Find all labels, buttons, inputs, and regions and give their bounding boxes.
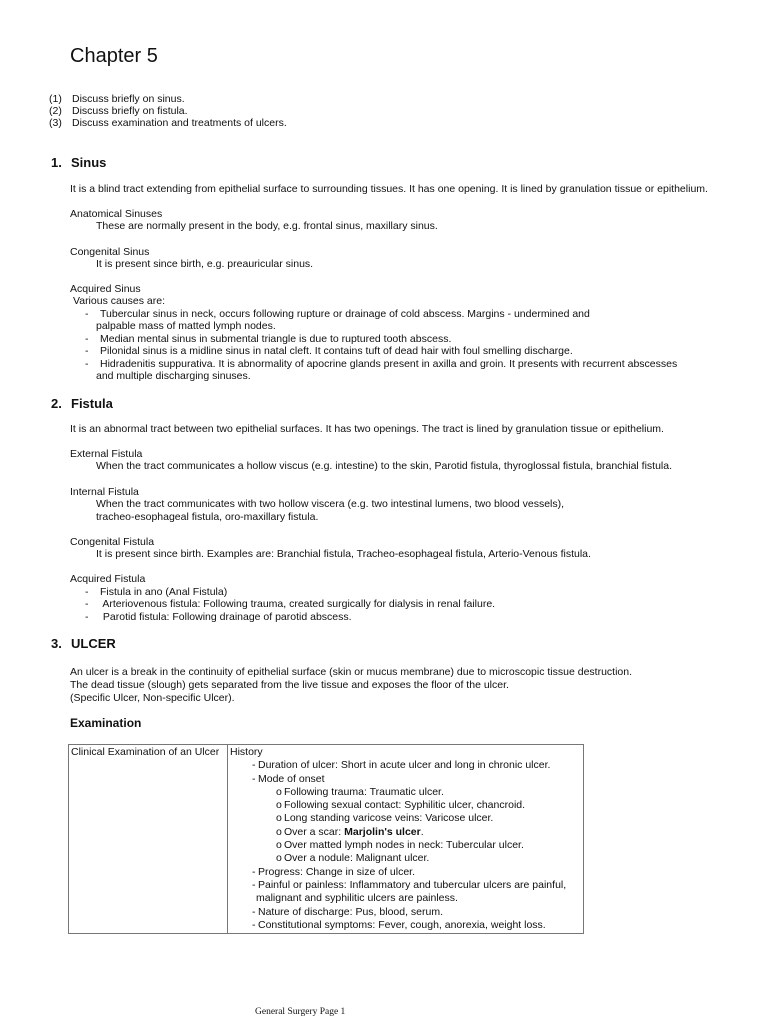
history-item-text: Duration of ulcer: Short in acute ulcer and long in chronic ulcer. [258, 759, 551, 772]
bullet-icon: o [276, 812, 282, 825]
onset-item-text: Following trauma: Traumatic ulcer. [284, 785, 444, 798]
marjolin-ulcer-bold: Marjolin's ulcer [344, 825, 421, 838]
onset-item-text: Over a nodule: Malignant ulcer. [284, 852, 430, 865]
bullet-icon: o [276, 852, 282, 865]
history-item [230, 919, 581, 932]
question-text: Discuss briefly on sinus. [72, 93, 185, 105]
anatomical-sinus-text: These are normally present in the body, e.g. frontal sinus, maxillary sinus. [96, 220, 438, 232]
list-text: Arteriovenous fistula: Following trauma, created surgically for dialysis in renal failure. [100, 598, 496, 610]
examination-heading: Examination [70, 716, 142, 730]
acquired-sinus-item [85, 345, 573, 358]
ulcer-examination-table [68, 744, 584, 934]
history-item [230, 866, 581, 879]
question-text: Discuss examination and treatments of ulcers. [72, 117, 287, 129]
section-number: 2. [51, 396, 62, 411]
list-text: Tubercular sinus in neck, occurs following rupture or drainage of cold abscess. Margins - undermined and [100, 308, 590, 320]
congenital-sinus-title: Congenital Sinus [70, 246, 150, 258]
list-dash: - [85, 345, 89, 357]
onset-item-text: Long standing varicose veins: Varicose ulcer. [284, 812, 494, 825]
list-text: Parotid fistula: Following drainage of parotid abscess. [100, 611, 352, 623]
congenital-fistula-text: It is present since birth. Examples are: Branchial fistula, Tracheo-esophageal fistula, Arterio-Venous fistula. [96, 548, 591, 560]
section-title: Sinus [71, 155, 107, 170]
list-dash: - [252, 878, 256, 891]
list-dash: - [85, 333, 89, 345]
list-text: Pilonidal sinus is a midline sinus in natal cleft. It contains tuft of dead hair with foul smelling discharge. [100, 345, 573, 357]
ulcer-intro-line: An ulcer is a break in the continuity of epithelial surface (skin or mucus membrane) due to microscopic tissue destruction. [70, 666, 633, 678]
section-number: 3. [51, 636, 62, 651]
internal-fistula-text-continuation: tracheo-esophageal fistula, oro-maxillary fistula. [96, 511, 319, 523]
external-fistula-text: When the tract communicates a hollow viscus (e.g. intestine) to the skin, Parotid fistula, thyroglossal fistula, branchial fistula. [96, 460, 673, 472]
list-text: Hidradenitis suppurativa. It is abnormality of apocrine glands present in axilla and groin. It presents with recurrent abscesses [100, 358, 678, 370]
question-3 [49, 117, 287, 130]
ulcer-intro-line: The dead tissue (slough) gets separated from the live tissue and exposes the floor of the ulcer. [70, 679, 509, 691]
list-dash: - [85, 586, 89, 598]
history-item [230, 879, 581, 892]
onset-item-text: Over matted lymph nodes in neck: Tubercular ulcer. [284, 839, 524, 852]
onset-item [230, 839, 581, 852]
list-dash: - [252, 918, 256, 931]
acquired-fistula-title: Acquired Fistula [70, 573, 146, 585]
table-cell-history [228, 745, 584, 934]
onset-item [230, 826, 581, 839]
acquired-sinus-title: Acquired Sinus [70, 283, 141, 295]
section-title: ULCER [71, 636, 116, 651]
page-footer: General Surgery Page 1 [255, 1007, 346, 1017]
table-row [69, 745, 584, 934]
list-dash: - [85, 598, 89, 610]
list-dash: - [85, 308, 89, 320]
list-dash: - [85, 358, 89, 370]
onset-item-text: Over a scar: [284, 825, 345, 838]
bullet-icon: o [276, 799, 282, 812]
fistula-definition: It is an abnormal tract between two epithelial surfaces. It has two openings. The tract is lined by granulation tissue or epithelium. [70, 423, 664, 435]
onset-item [230, 786, 581, 799]
history-title: History [230, 746, 263, 758]
history-item-text: Constitutional symptoms: Fever, cough, anorexia, weight loss. [258, 918, 546, 931]
acquired-sinus-intro: Various causes are: [73, 295, 166, 307]
section-heading-sinus [51, 155, 106, 170]
table-cell-label: Clinical Examination of an Ulcer [69, 745, 228, 934]
sinus-definition: It is a blind tract extending from epithelial surface to surrounding tissues. It has one opening. It is lined by granulation tissue or epithelium. [70, 183, 708, 195]
history-item-text: Nature of discharge: Pus, blood, serum. [258, 905, 444, 918]
history-item [230, 773, 581, 786]
history-item-text: Mode of onset [258, 772, 325, 785]
chapter-title: Chapter 5 [70, 45, 158, 67]
congenital-fistula-title: Congenital Fistula [70, 536, 155, 548]
history-item-continuation: malignant and syphilitic ulcers are painless. [256, 892, 458, 905]
section-title: Fistula [71, 396, 113, 411]
list-text-continuation: palpable mass of matted lymph nodes. [96, 320, 276, 332]
list-dash: - [252, 865, 256, 878]
onset-item [230, 799, 581, 812]
onset-item [230, 812, 581, 825]
list-dash: - [252, 905, 256, 918]
bullet-icon: o [276, 825, 282, 838]
acquired-fistula-item [85, 611, 352, 624]
section-heading-ulcer [51, 636, 116, 651]
onset-item [230, 852, 581, 865]
question-number: (3) [49, 117, 62, 129]
anatomical-sinus-title: Anatomical Sinuses [70, 208, 163, 220]
onset-item-text: Following sexual contact: Syphilitic ulcer, chancroid. [284, 799, 526, 812]
internal-fistula-title: Internal Fistula [70, 486, 139, 498]
bullet-icon: o [276, 785, 282, 798]
list-text: Median mental sinus in submental triangle is due to ruptured tooth abscess. [100, 333, 452, 345]
acquired-fistula-item [85, 598, 495, 611]
list-text-continuation: and multiple discharging sinuses. [96, 370, 251, 382]
bullet-icon: o [276, 839, 282, 852]
section-number: 1. [51, 155, 62, 170]
question-number: (1) [49, 93, 62, 105]
list-text: Fistula in ano (Anal Fistula) [100, 586, 228, 598]
list-dash: - [85, 611, 89, 623]
history-item [230, 906, 581, 919]
question-text: Discuss briefly on fistula. [72, 105, 188, 117]
list-dash: - [252, 772, 256, 785]
congenital-sinus-text: It is present since birth, e.g. preauricular sinus. [96, 258, 314, 270]
ulcer-intro-line: (Specific Ulcer, Non-specific Ulcer). [70, 692, 235, 704]
history-item-text: Painful or painless: Inflammatory and tubercular ulcers are painful, [258, 878, 567, 891]
history-item-text: Progress: Change in size of ulcer. [258, 865, 415, 878]
question-number: (2) [49, 105, 62, 117]
list-dash: - [252, 759, 256, 772]
internal-fistula-text: When the tract communicates with two hollow viscera (e.g. two intestinal lumens, two blood vessels), [96, 498, 565, 510]
history-item [230, 759, 581, 772]
external-fistula-title: External Fistula [70, 448, 143, 460]
section-heading-fistula [51, 396, 113, 411]
onset-item-suffix: . [420, 825, 424, 838]
